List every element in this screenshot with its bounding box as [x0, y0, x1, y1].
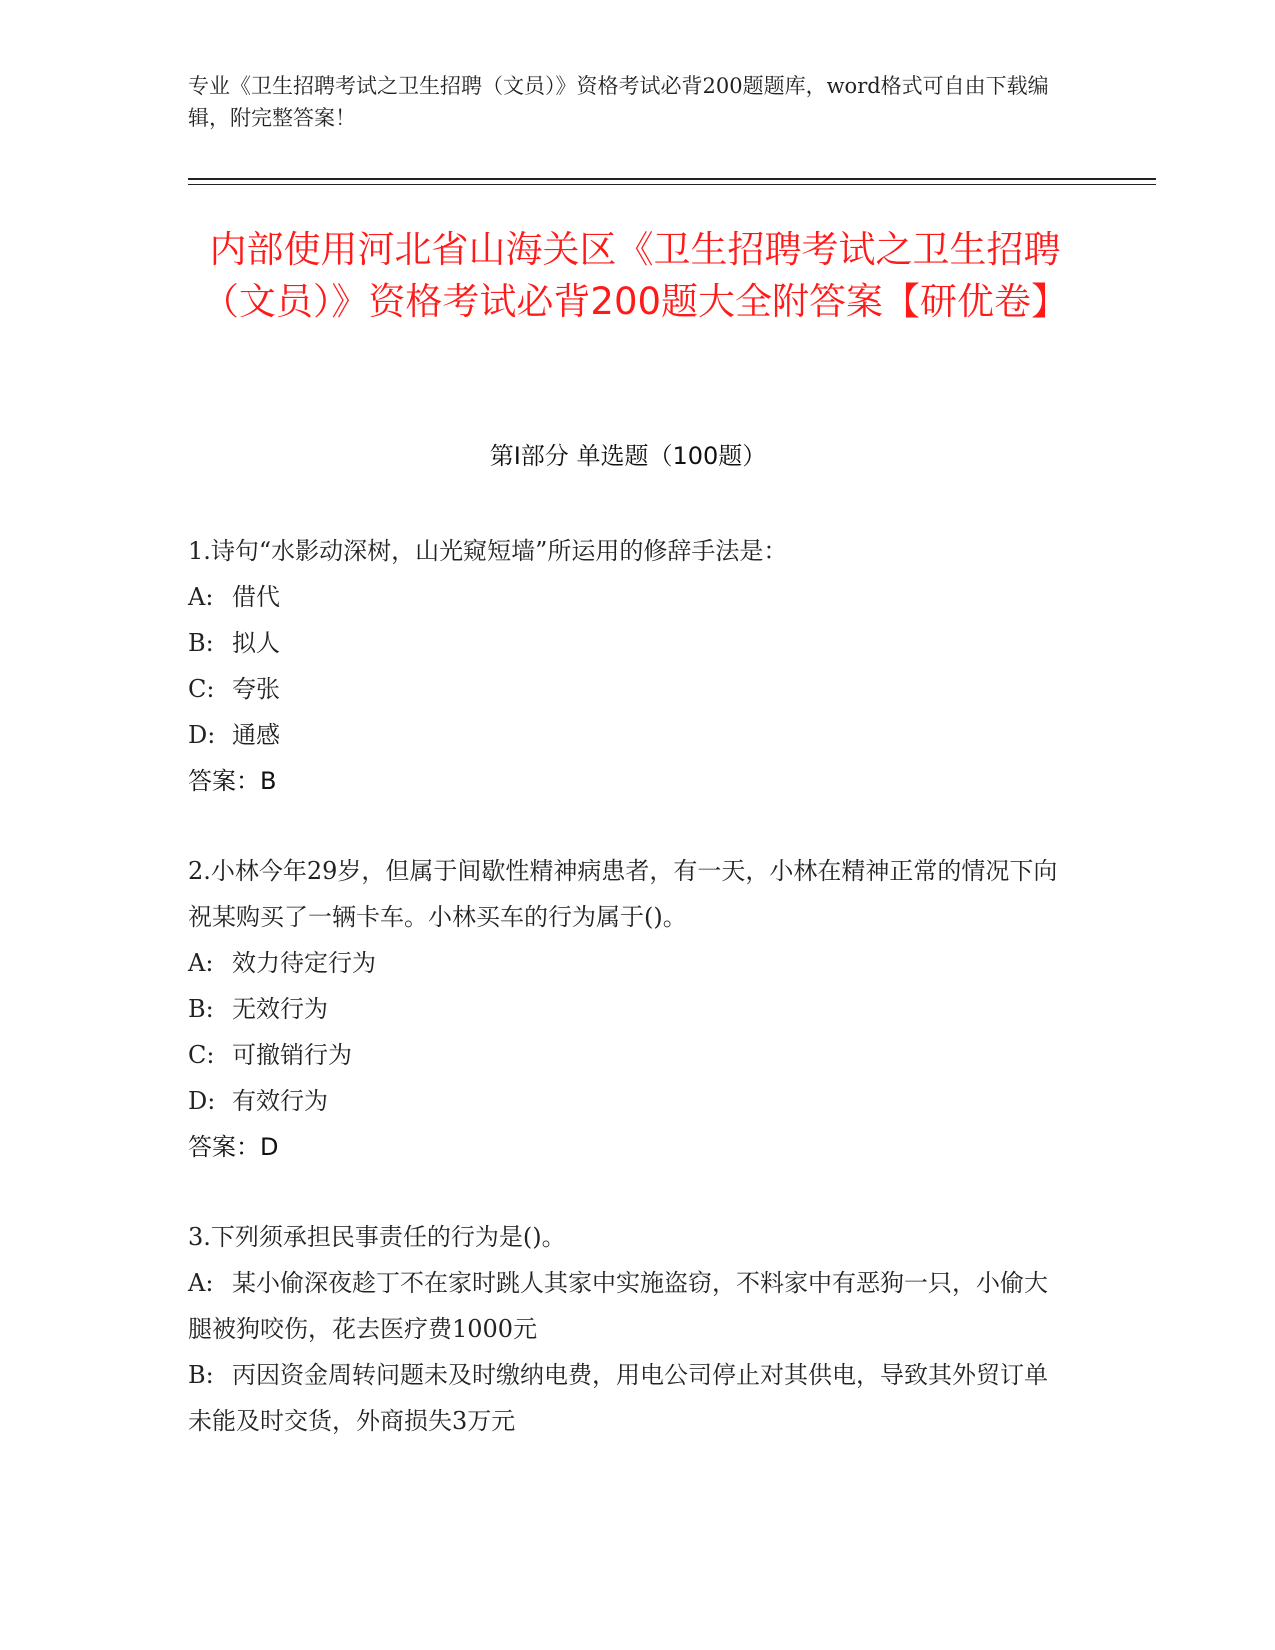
- question-text: 2.小林今年29岁，但属于间歇性精神病患者，有一天，小林在精神正常的情况下向祝某购买了一辆卡车。小林买车的行为属于()。: [188, 857, 1058, 931]
- option-text: 通感: [232, 721, 280, 749]
- option-letter: A:: [188, 583, 214, 611]
- document-title: 内部使用河北省山海关区《卫生招聘考试之卫生招聘（文员）》资格考试必背200题大全附答案【研优卷】: [201, 228, 1069, 323]
- option-c: [188, 1032, 1068, 1078]
- answer: 答案：D: [188, 1133, 279, 1161]
- option-letter: C:: [188, 675, 215, 703]
- option-b: [188, 986, 1068, 1032]
- option-a: [188, 1260, 1068, 1352]
- question-text: 1.诗句“水影动深树，山光窥短墙”所运用的修辞手法是：: [188, 537, 788, 565]
- question-3: [188, 1214, 1068, 1444]
- option-letter: D:: [188, 1087, 216, 1115]
- question-1: [188, 528, 1068, 804]
- option-a: [188, 574, 1068, 620]
- option-text: 可撤销行为: [232, 1041, 352, 1069]
- option-text: 有效行为: [232, 1087, 328, 1115]
- option-text: 某小偷深夜趁丁不在家时跳人其家中实施盗窃，不料家中有恶狗一只，小偷大腿被狗咬伤，花去医疗费1000元: [188, 1269, 1048, 1343]
- header-note: 专业《卫生招聘考试之卫生招聘（文员）》资格考试必背200题题库，word格式可自由下载编辑，附完整答案！: [188, 74, 1049, 130]
- option-d: [188, 712, 1068, 758]
- option-text: 丙因资金周转问题未及时缴纳电费，用电公司停止对其供电，导致其外贸订单未能及时交货，外商损失3万元: [188, 1361, 1048, 1435]
- option-letter: B:: [188, 995, 214, 1023]
- option-a: [188, 940, 1068, 986]
- question-list: [188, 528, 1068, 1488]
- option-c: [188, 666, 1068, 712]
- option-text: 夸张: [232, 675, 280, 703]
- question-2: [188, 848, 1068, 1170]
- option-d: [188, 1078, 1068, 1124]
- option-text: 借代: [232, 583, 280, 611]
- option-letter: B:: [188, 629, 214, 657]
- header-rule-thick: [188, 178, 1156, 180]
- option-letter: D:: [188, 721, 216, 749]
- option-letter: B:: [188, 1361, 214, 1389]
- option-b: [188, 620, 1068, 666]
- option-letter: A:: [188, 949, 214, 977]
- option-b: [188, 1352, 1068, 1444]
- option-text: 效力待定行为: [232, 949, 376, 977]
- section-title: 第Ⅰ部分 单选题（100题）: [489, 442, 767, 470]
- option-letter: A:: [188, 1269, 214, 1297]
- option-letter: C:: [188, 1041, 215, 1069]
- answer: 答案：B: [188, 767, 277, 795]
- question-text: 3.下列须承担民事责任的行为是()。: [188, 1223, 566, 1251]
- option-text: 无效行为: [232, 995, 328, 1023]
- option-text: 拟人: [232, 629, 280, 657]
- header-rule-thin: [188, 184, 1156, 185]
